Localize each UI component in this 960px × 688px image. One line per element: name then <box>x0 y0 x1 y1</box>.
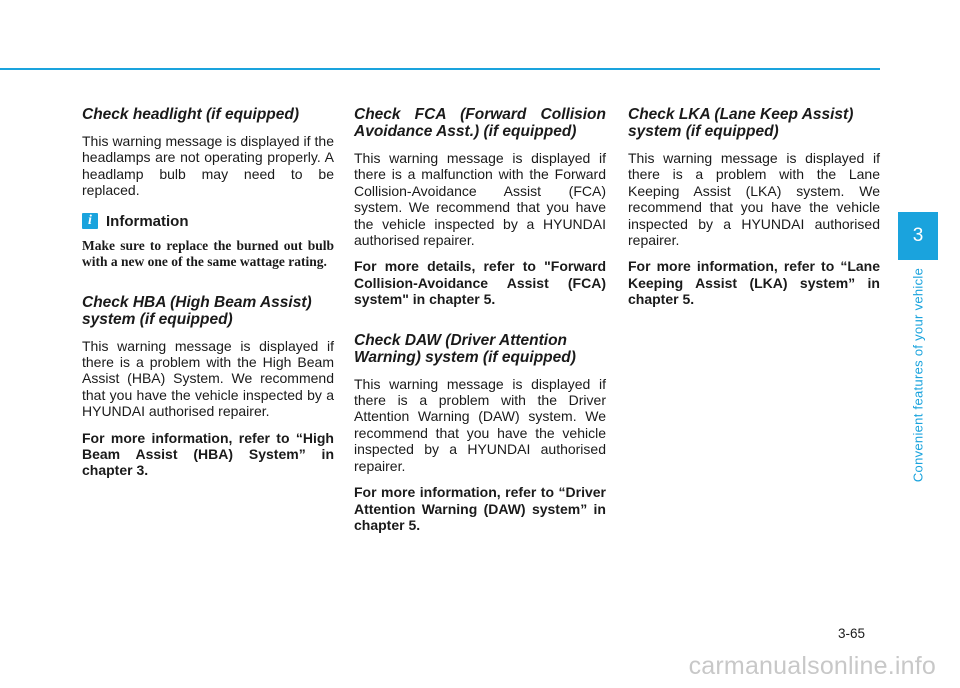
page-number: 3-65 <box>838 626 866 641</box>
fca-reference: For more details, refer to "Forward Collision-Avoidance Assist (FCA) system" in chapter 5. <box>354 258 606 308</box>
hba-reference: For more information, refer to “High Beam Assist (HBA) System” in chapter 3. <box>82 429 334 479</box>
information-text: Make sure to replace the burned out bulb with a new one of the same wattage rating. <box>82 237 334 269</box>
watermark: carmanualsonline.info <box>688 652 936 680</box>
daw-heading: Check DAW (Driver Attention Warning) system (if equipped) <box>354 331 576 366</box>
column-middle <box>354 106 606 543</box>
lka-reference: For more information, refer to “Lane Keeping Assist (LKA) system” in chapter 5. <box>628 258 880 308</box>
fca-text: This warning message is displayed if there is a malfunction with the Forward Collision-Avoidance Assist (FCA) system. We recommend that you have the vehicle inspected by a HYUNDAI authorised repairer. <box>354 150 606 249</box>
info-icon: i <box>82 213 98 229</box>
column-right <box>628 106 880 318</box>
headlight-text: This warning message is displayed if the headlamps are not operating properly. A headlamp bulb may need to be replaced. <box>82 133 334 199</box>
information-box-header <box>82 213 334 230</box>
daw-text: This warning message is displayed if there is a problem with the Driver Attention Warning (DAW) system. We recommend that you have the vehicle inspected by a HYUNDAI authorised repairer. <box>354 375 606 474</box>
hba-heading: Check HBA (High Beam Assist) system (if equipped) <box>82 293 312 328</box>
chapter-title-vertical: Convenient features of your vehicle <box>910 267 926 483</box>
daw-reference: For more information, refer to “Driver Attention Warning (DAW) system” in chapter 5. <box>354 484 606 533</box>
header-rule <box>0 68 880 70</box>
information-title: Information <box>106 212 189 230</box>
lka-heading: Check LKA (Lane Keep Assist) system (if equipped) <box>628 106 854 140</box>
column-left <box>82 106 334 489</box>
headlight-heading: Check headlight (if equipped) <box>82 106 300 123</box>
lka-text: This warning message is displayed if there is a problem with the Lane Keeping Assist (LKA) system. We recommend that you have the vehicle inspected by a HYUNDAI authorised repairer. <box>628 150 880 249</box>
chapter-number-tab: 3 <box>898 212 938 260</box>
hba-text: This warning message is displayed if there is a problem with the High Beam Assist (HBA) System. We recommend that you have the vehicle inspected by a HYUNDAI authorised repairer. <box>82 337 334 420</box>
fca-heading: Check FCA (Forward Collision Avoidance Asst.) (if equipped) <box>354 106 606 140</box>
